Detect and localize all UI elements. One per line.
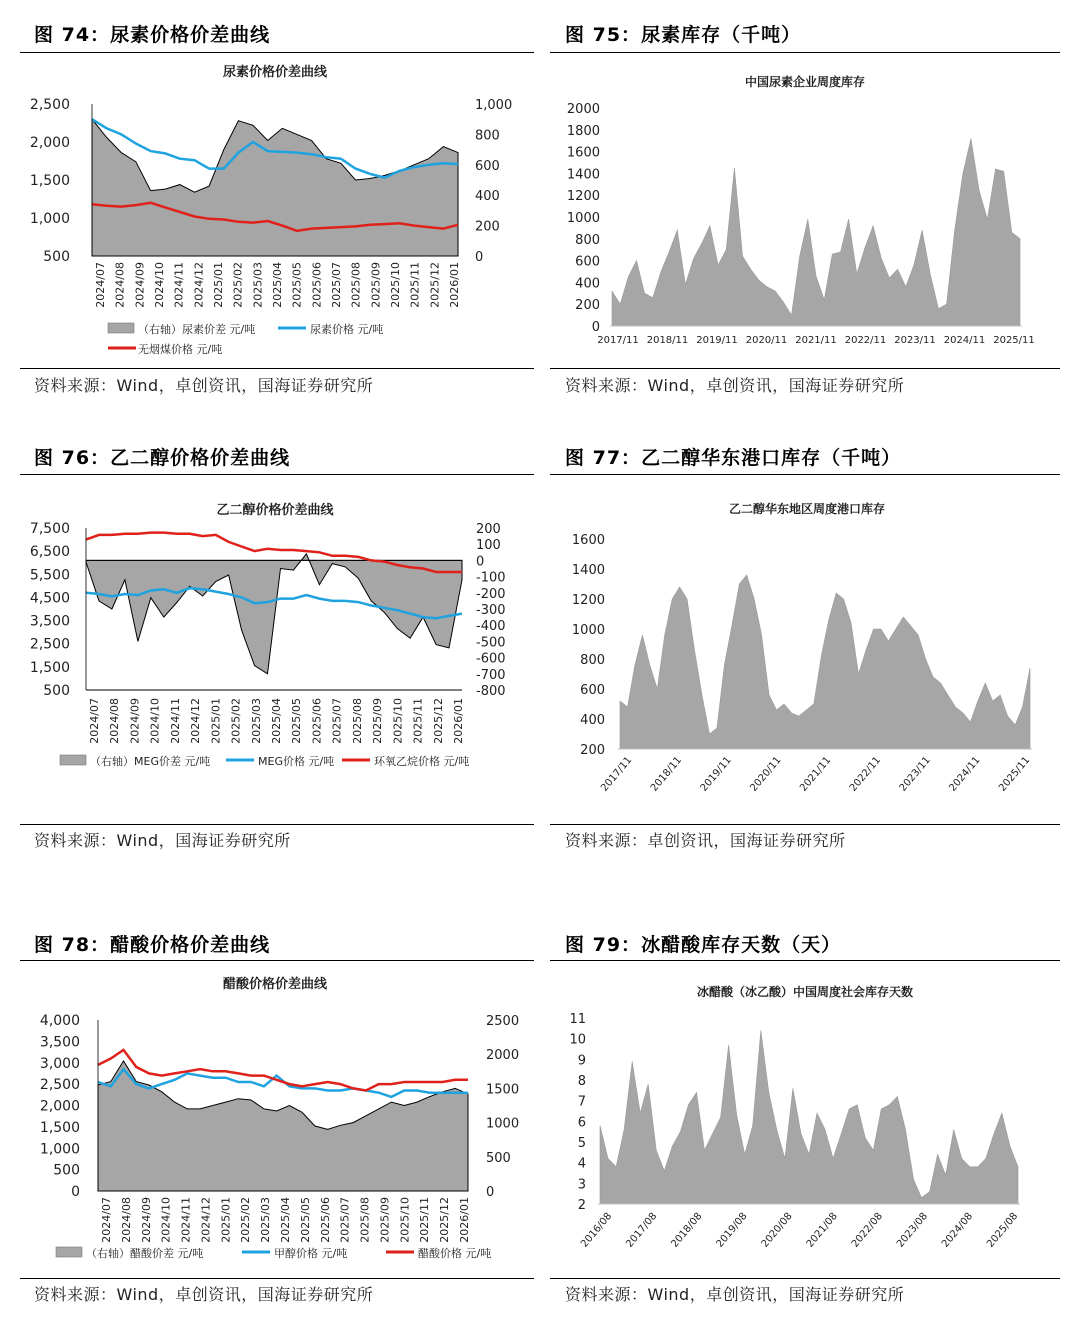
x-tick-label: 2025/07 [330,262,343,308]
y-tick-label: 1000 [571,623,605,638]
y-tick-label: 600 [580,683,605,698]
left-tick-label: 6,500 [29,544,70,561]
y-tick-label: 800 [580,653,605,668]
y-tick-label: 2000 [566,102,600,117]
meg-port-inventory-chart [550,478,1060,808]
right-tick-label: 2000 [486,1048,520,1064]
left-tick-label: 2,000 [29,135,70,151]
left-tick-label: 3,500 [39,1034,80,1051]
right-tick-label: 800 [475,128,500,144]
y-tick-label: 400 [580,713,605,728]
x-tick-label: 2025/11 [411,698,425,744]
x-tick-label: 2023/11 [897,754,933,794]
x-tick-label: 2025/02 [231,262,245,308]
y-tick-label: 6 [577,1115,586,1131]
y-tick-label: 8 [577,1074,586,1089]
y-tick-label: 200 [575,298,600,314]
x-tick-label: 2025/10 [389,262,402,308]
figure-79-title [565,930,841,957]
figure-78-number: 图 78： [34,934,111,956]
x-tick-label: 2026/01 [452,698,465,744]
left-tick-label: 1,500 [29,659,70,676]
figure-75-caption: 尿素库存（千吨） [641,24,802,46]
inventory-area [600,1030,1018,1204]
x-tick-label: 2024/09 [133,262,147,308]
x-tick-label: 2025/06 [310,698,324,744]
right-tick-label: 1500 [486,1082,520,1098]
y-tick-label: 1800 [566,123,600,139]
figure-77-title [565,443,901,470]
figure-78-bottom-rule [20,1278,534,1279]
figure-76-source: 资料来源：Wind，国海证券研究所 [34,831,291,850]
left-tick-label: 4,000 [39,1013,80,1029]
left-tick-label: 7,500 [29,521,70,537]
x-tick-label: 2025/12 [431,698,445,744]
y-tick-label: 600 [575,254,600,270]
left-tick-label: 1,000 [39,1141,80,1158]
figure-76-caption: 乙二醇价格价差曲线 [110,447,291,469]
right-tick-label: -700 [476,667,506,683]
x-tick-label: 2025/11 [408,262,422,308]
x-tick-label: 2024/11 [947,754,983,794]
right-tick-label: 600 [475,158,500,174]
x-tick-label: 2022/11 [844,335,887,346]
right-tick-label: 200 [475,219,500,235]
x-tick-label: 2025/01 [212,262,225,308]
x-tick-label: 2020/11 [748,754,784,794]
left-tick-label: 2,500 [29,636,70,653]
right-tick-label: -200 [476,586,506,602]
x-tick-label: 2019/08 [714,1210,750,1250]
x-tick-label: 2024/07 [100,1197,113,1243]
y-tick-label: 800 [575,232,600,248]
y-tick-label: 400 [575,276,600,292]
left-tick-label: 1,000 [29,211,70,227]
x-tick-label: 2025/04 [270,698,283,744]
y-tick-label: 200 [580,743,605,758]
acetic-acid-spread-chart [20,966,560,1266]
x-tick-label: 2025/05 [290,262,304,308]
chart-title: 乙二醇价格价差曲线 [216,503,334,518]
x-tick-label: 2025/08 [350,698,364,744]
x-tick-label: 2025/08 [358,1197,372,1243]
x-tick-label: 2018/11 [646,335,689,346]
x-tick-label: 2020/08 [759,1210,795,1250]
x-tick-label: 2019/11 [698,754,734,794]
chart-title: 醋酸价格价差曲线 [222,977,328,992]
x-tick-label: 2024/08 [940,1210,976,1250]
y-tick-label: 1000 [566,211,600,226]
x-tick-label: 2025/01 [209,698,223,744]
legend-label: 醋酸价格 元/吨 [418,1247,492,1260]
x-tick-label: 2025/12 [438,1197,452,1243]
left-tick-label: 5,500 [29,567,70,584]
x-tick-label: 2024/11 [172,262,186,308]
x-tick-label: 2020/11 [745,335,788,346]
legend-swatch-area [56,1247,82,1257]
chart-title: 中国尿素企业周度库存 [744,75,866,89]
figure-75-bottom-rule [550,368,1060,369]
right-tick-label: -400 [476,619,506,635]
x-tick-label: 2025/06 [310,262,324,308]
x-tick-label: 2025/05 [290,698,304,744]
figure-76-top-rule [20,474,534,475]
y-tick-label: 10 [569,1032,586,1048]
right-tick-label: -600 [476,651,506,667]
x-tick-label: 2024/08 [108,698,122,744]
legend-label: （右轴）尿素价差 元/吨 [138,323,256,336]
y-tick-label: 1600 [566,145,600,161]
series-0-area [92,119,458,256]
right-tick-label: 2500 [486,1014,520,1029]
x-tick-label: 2025/09 [371,698,385,744]
x-tick-label: 2021/11 [795,335,837,346]
left-tick-label: 2,000 [39,1098,80,1115]
figure-74-bottom-rule [20,368,534,369]
x-tick-label: 2019/11 [696,335,738,346]
figure-74-top-rule [20,52,534,53]
x-tick-label: 2024/12 [199,1197,213,1243]
left-tick-label: 500 [53,1162,80,1179]
legend-label: 甲醇价格 元/吨 [274,1247,348,1260]
x-tick-label: 2023/11 [894,335,936,346]
x-tick-label: 2026/01 [458,1197,471,1243]
figure-74-title [34,20,270,47]
x-tick-label: 2025/04 [271,262,284,308]
x-tick-label: 2025/10 [398,1197,412,1243]
series-2-line [98,1050,468,1091]
figure-74-source: 资料来源：Wind，卓创资讯，国海证券研究所 [34,376,374,395]
x-tick-label: 2024/11 [943,335,986,346]
figure-78-caption: 醋酸价格价差曲线 [110,934,271,956]
x-tick-label: 2017/08 [624,1210,660,1250]
figure-76-number: 图 76： [34,447,111,469]
right-tick-label: 0 [475,250,484,265]
x-tick-label: 2025/08 [349,262,363,308]
right-tick-label: 1000 [486,1116,520,1132]
urea-inventory-chart [550,56,1060,356]
left-tick-label: 1,500 [39,1119,80,1136]
left-tick-label: 2,500 [29,97,70,113]
legend-label: 环氧乙烷价格 元/吨 [374,755,470,768]
figure-75-number: 图 75： [565,24,642,46]
legend-swatch-area [60,755,86,765]
x-tick-label: 2024/12 [189,698,203,744]
left-tick-label: 3,000 [39,1055,80,1072]
x-tick-label: 2024/11 [168,698,182,744]
figure-76-bottom-rule [20,824,534,825]
x-tick-label: 2018/08 [669,1210,705,1250]
y-tick-label: 1200 [571,593,605,608]
x-tick-label: 2025/08 [985,1210,1021,1250]
y-tick-label: 1400 [566,167,600,183]
x-tick-label: 2024/08 [119,1197,133,1243]
left-tick-label: 500 [43,683,70,699]
legend-swatch-area [108,323,134,333]
legend-label: 无烟煤价格 元/吨 [138,343,223,356]
left-tick-label: 2,500 [39,1077,80,1094]
x-tick-label: 2025/09 [369,262,383,308]
right-tick-label: 0 [476,554,485,570]
x-tick-label: 2025/03 [251,262,265,308]
x-tick-label: 2017/11 [599,754,635,794]
x-tick-label: 2022/11 [847,754,884,794]
right-tick-label: 200 [476,522,501,537]
x-tick-label: 2016/08 [579,1210,615,1250]
x-tick-label: 2024/10 [153,262,166,308]
x-tick-label: 2024/08 [113,262,127,308]
x-tick-label: 2025/02 [229,698,243,744]
figure-78-top-rule [20,960,534,961]
x-tick-label: 2025/10 [391,698,405,744]
y-tick-label: 5 [577,1136,586,1151]
urea-spread-chart [20,56,560,356]
x-tick-label: 2024/09 [128,698,142,744]
legend-label: MEG价格 元/吨 [258,755,335,768]
figure-77-number: 图 77： [565,447,642,469]
x-tick-label: 2024/10 [148,698,162,744]
figure-77-top-rule [550,474,1060,475]
x-tick-label: 2026/01 [448,262,461,308]
right-tick-label: 1,000 [475,98,513,113]
figure-74-number: 图 74： [34,24,111,46]
figure-79-caption: 冰醋酸库存天数（天） [641,934,842,956]
x-tick-label: 2024/12 [192,262,206,308]
x-tick-label: 2017/11 [597,335,639,346]
left-tick-label: 0 [71,1184,80,1200]
left-tick-label: 1,500 [29,173,70,189]
acetic-acid-inventory-days-chart [550,966,1060,1266]
left-tick-label: 500 [43,249,70,265]
figure-74-caption: 尿素价格价差曲线 [110,24,271,46]
x-tick-label: 2025/06 [318,1197,332,1243]
x-tick-label: 2018/11 [648,754,685,794]
y-tick-label: 1200 [566,189,600,205]
figure-75-title [565,20,801,47]
chart-title: 乙二醇华东地区周度港口库存 [728,502,886,516]
y-tick-label: 4 [577,1156,586,1172]
x-tick-label: 2024/09 [139,1197,153,1243]
x-tick-label: 2024/07 [88,698,101,744]
y-tick-label: 0 [591,320,600,335]
x-tick-label: 2025/03 [259,1197,273,1243]
x-tick-label: 2025/02 [239,1197,253,1243]
legend-label: （右轴）MEG价差 元/吨 [90,755,211,768]
left-tick-label: 4,500 [29,590,70,607]
x-tick-label: 2025/04 [279,1197,292,1243]
x-tick-label: 2022/08 [849,1210,885,1250]
y-tick-label: 7 [577,1094,586,1110]
chart-title: 尿素价格价差曲线 [222,65,328,80]
figure-78-source: 资料来源：Wind，卓创资讯，国海证券研究所 [34,1285,374,1304]
inventory-area [612,139,1020,327]
figure-77-bottom-rule [550,824,1060,825]
inventory-area [620,575,1030,749]
chart-title: 冰醋酸（冰乙酸）中国周度社会库存天数 [696,985,914,999]
figure-76-title [34,443,290,470]
x-tick-label: 2024/10 [159,1197,173,1243]
x-tick-label: 2025/01 [219,1197,233,1243]
x-tick-label: 2021/11 [798,754,834,794]
x-tick-label: 2025/12 [428,262,442,308]
figure-75-source: 资料来源：Wind，卓创资讯，国海证券研究所 [565,376,905,395]
right-tick-label: 400 [475,189,500,205]
figure-79-top-rule [550,960,1060,961]
figure-75-top-rule [550,52,1060,53]
y-tick-label: 3 [577,1177,586,1193]
x-tick-label: 2025/09 [378,1197,392,1243]
x-tick-label: 2025/11 [418,1197,432,1243]
x-tick-label: 2025/07 [330,698,344,744]
x-tick-label: 2025/05 [298,1197,312,1243]
x-tick-label: 2021/08 [804,1210,840,1250]
right-tick-label: -500 [476,635,506,651]
right-tick-label: 100 [476,538,501,554]
right-tick-label: 500 [486,1150,511,1166]
right-tick-label: 0 [486,1185,495,1200]
left-tick-label: 3,500 [29,613,70,630]
right-tick-label: -800 [476,684,506,699]
figure-78-title [34,930,270,957]
figure-77-caption: 乙二醇华东港口库存（千吨） [641,447,902,469]
right-tick-label: -100 [476,570,506,586]
x-tick-label: 2025/11 [997,754,1033,794]
figure-77-source: 资料来源：卓创资讯，国海证券研究所 [565,831,846,850]
x-tick-label: 2025/11 [993,335,1035,346]
x-tick-label: 2024/11 [179,1197,193,1243]
y-tick-label: 1400 [571,563,605,578]
y-tick-label: 11 [569,1012,586,1027]
x-tick-label: 2025/03 [249,698,263,744]
x-tick-label: 2025/07 [338,1197,352,1243]
figure-79-number: 图 79： [565,934,642,956]
legend-label: 尿素价格 元/吨 [310,323,384,336]
right-tick-label: -300 [476,603,506,618]
legend-label: （右轴）醋酸价差 元/吨 [86,1247,204,1260]
y-tick-label: 2 [577,1198,586,1213]
figure-79-source: 资料来源：Wind，卓创资讯，国海证券研究所 [565,1285,905,1304]
x-tick-label: 2024/07 [94,262,107,308]
y-tick-label: 9 [577,1053,586,1069]
figure-79-bottom-rule [550,1278,1060,1279]
meg-spread-chart [20,478,560,778]
y-tick-label: 1600 [571,533,605,548]
x-tick-label: 2023/08 [894,1210,931,1250]
series-0-area [86,554,462,674]
